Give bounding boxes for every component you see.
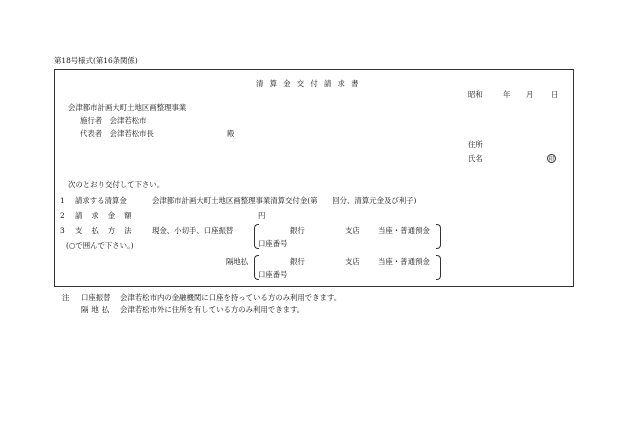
address-label: 住所 [468,140,483,149]
item-1-label: 請求する清算金 [75,196,127,205]
bracket-right-2 [436,255,441,280]
item-3-number: 3 [60,226,65,235]
bank-label-2: 銀行 [290,257,305,266]
form-title: 清算金交付請求書 [256,79,365,88]
addressee-honorific: 殿 [227,129,235,138]
branch-label-1: 支店 [345,226,360,235]
remote-payment-label: 隔地払 [226,257,249,266]
addressee-implementer: 施行者 会津若松市 [80,116,147,125]
account-number-label-2: 口座番号 [258,270,288,279]
date-era: 昭和 [468,90,483,99]
note-2-text: 会津若松市外に住所を有している方のみ利用できます。 [120,305,305,314]
date-year: 年 [503,90,511,99]
date-day: 日 [551,90,559,99]
date-month: 月 [526,90,534,99]
item-1-number: 1 [60,196,65,205]
branch-label-2: 支店 [345,257,360,266]
account-type-1: 当座・普通預金 [378,226,430,235]
form-number: 第18号様式(第16条関係) [54,56,138,65]
item-1-value: 会津都市計画大町土地区画整理事業清算交付金(第 回分、清算元金及び利子) [152,196,417,205]
item-2-number: 2 [60,211,65,220]
circle-instruction: (○で囲んで下さい。) [66,241,134,250]
note-1-label: 口座振替 [81,293,111,302]
item-2-unit: 円 [258,211,266,220]
account-number-label-1: 口座番号 [258,239,288,248]
account-type-2: 当座・普通預金 [378,257,430,266]
bracket-right-1 [436,224,441,249]
item-3-label: 支払方法 [75,226,141,235]
intro-text: 次のとおり交付して下さい。 [68,180,165,189]
item-2-label: 請求金額 [75,211,141,220]
addressee-project: 会津都市計画大町土地区画整理事業 [68,103,187,112]
name-label: 氏名 [468,154,483,163]
addressee-representative: 代表者 会津若松市長 [80,129,154,138]
form-frame [54,69,574,287]
note-1-text: 会津若松市内の金融機関に口座を持っている方のみ利用できます。 [120,293,342,302]
note-2-label: 隔地払 [81,305,113,314]
seal-mark: 印 [548,156,555,163]
bank-label-1: 銀行 [290,226,305,235]
payment-methods: 現金、小切手、口座振替 [152,226,234,235]
note-prefix: 注 [62,293,70,302]
